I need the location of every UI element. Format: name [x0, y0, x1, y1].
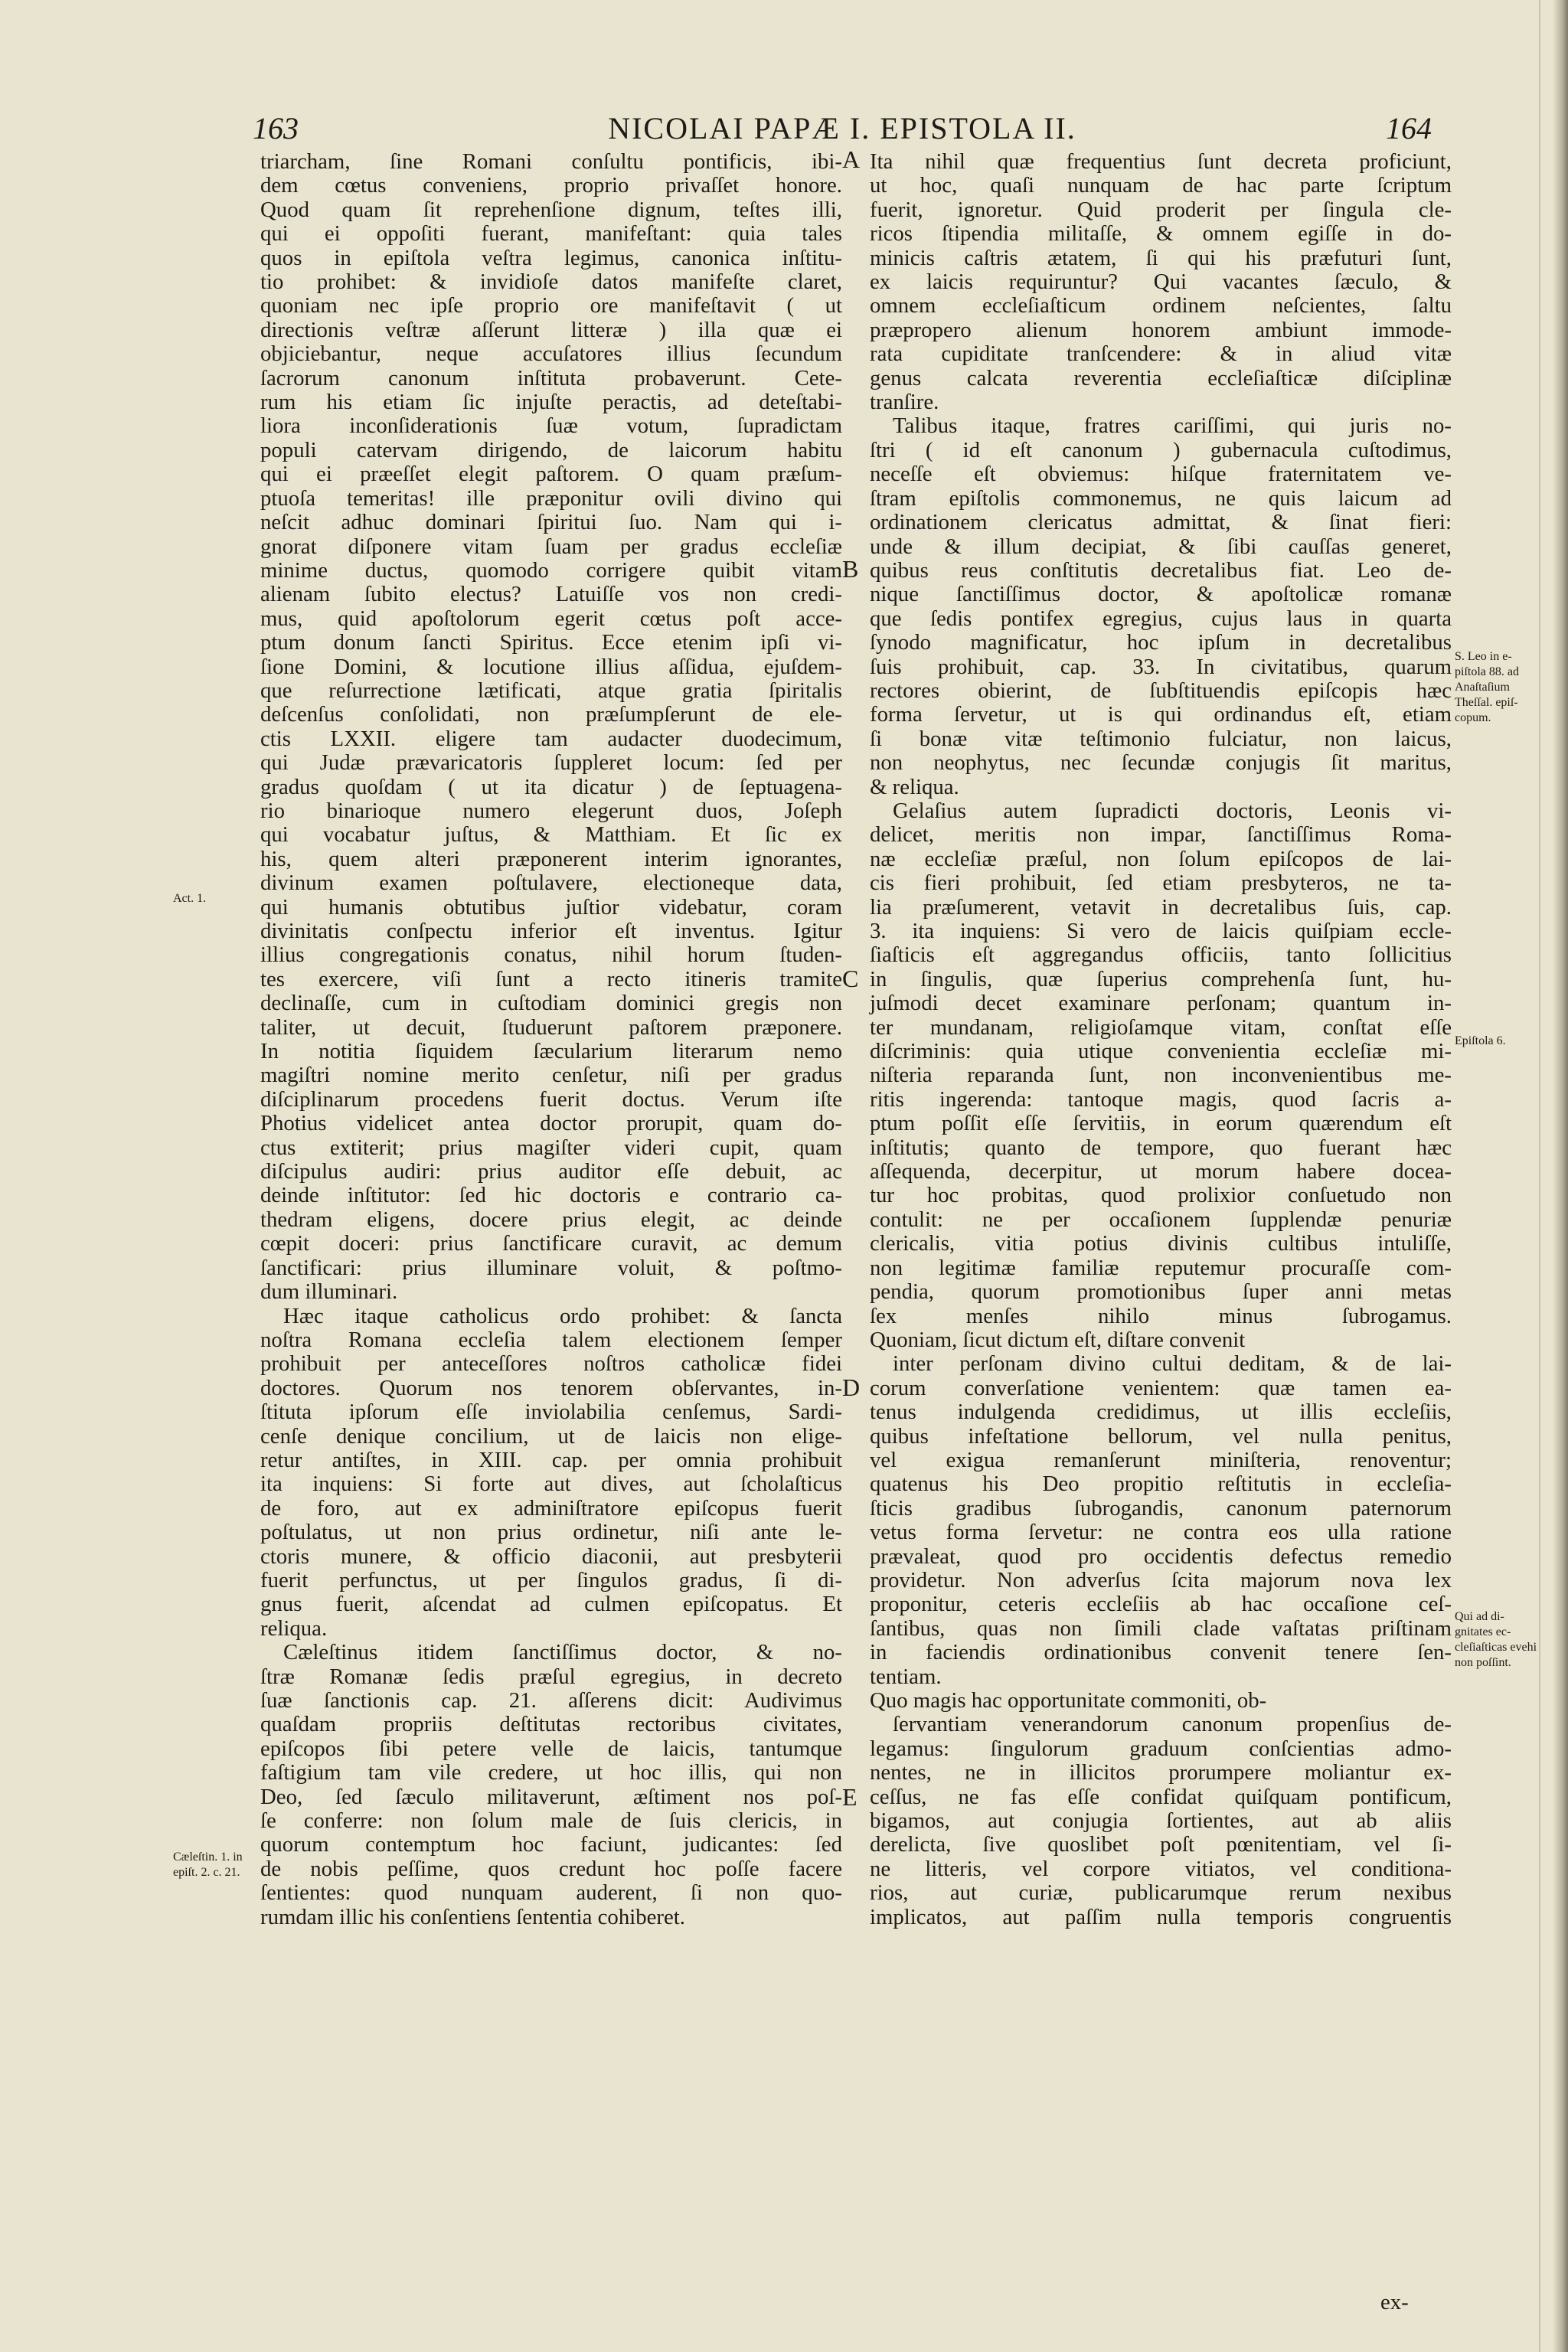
text-line: ne litteris, vel corpore vitiatos, vel conditiona-: [870, 1856, 1452, 1881]
text-line: ctus extiterit; prius magiſter videri cupit, quam: [260, 1135, 842, 1160]
text-line: ſynodo magnificatur, hoc ipſum in decretalibus: [870, 630, 1452, 655]
text-line: nique ſanctiſſimus doctor, & apoſtolicæ romanæ: [870, 582, 1452, 607]
page-header: [253, 106, 1432, 152]
text-line: ſuis prohibuit, cap. 33. In civitatibus, quarum: [870, 654, 1452, 679]
section-letter-b: B: [842, 555, 859, 583]
text-line: ſanctificari: prius illuminare voluit, & poſtmo-: [260, 1255, 842, 1280]
margin-note-qui-ad-dignitates: Qui ad di- gnitates ec- cleſiaſticas evehi non poſſint.: [1455, 1610, 1537, 1669]
text-line: minime ductus, quomodo corrigere quibit vitam: [260, 557, 842, 583]
page-binding-edge: [1553, 0, 1568, 2352]
text-line: forma ſervetur, ut is qui ordinandus eſt, etiam: [870, 702, 1452, 727]
text-line: delicet, meritis non impar, ſanctiſſimus Roma-: [870, 822, 1452, 848]
section-letter-e: E: [842, 1783, 858, 1811]
text-line: diſciplinarum procedens fuerit doctus. Verum iſte: [260, 1086, 842, 1112]
text-line: legamus: ſingulorum graduum conſcientias admo-: [870, 1736, 1452, 1761]
text-line: rio binarioque numero elegerunt duos, Joſeph: [260, 798, 842, 823]
text-line: ſticis gradibus ſubrogandis, canonum paternorum: [870, 1495, 1452, 1521]
text-line: ſtituta ipſorum eſſe inviolabilia cenſemus, Sardi-: [260, 1400, 842, 1425]
text-line: doctores. Quorum nos tenorem obſervantes, in-: [260, 1375, 842, 1400]
text-line: aſſequenda, decerpitur, ut morum habere docea-: [870, 1159, 1452, 1184]
text-line: ſentientes: quod nunquam auderent, ſi non quo-: [260, 1880, 842, 1906]
text-line: taliter, ut decuit, ſtuduerunt paſtorem præponere.: [260, 1014, 842, 1040]
text-line: que ſedis pontifex egregius, cujus laus in quarta: [870, 606, 1452, 631]
text-line: declinaſſe, cum in cuſtodiam dominici gregis non: [260, 991, 842, 1016]
text-line: 3. ita inquiens: Si vero de laicis quiſpiam eccle-: [870, 919, 1452, 943]
text-line: ex laicis requiruntur? Qui vacantes ſæculo, &: [870, 270, 1452, 295]
text-line: pendia, quorum promotionibus ſuper anni metas: [870, 1279, 1452, 1305]
text-line: deſcenſus conſolidati, non præſumpſerunt de ele-: [260, 702, 842, 727]
text-line: ſtram epiſtolis commonemus, ne quis laicum ad: [870, 485, 1452, 511]
text-line: niſteria reparanda ſunt, non inconvenientibus me-: [870, 1063, 1452, 1088]
text-line: & reliqua.: [870, 774, 959, 799]
text-line: qui vocabatur juſtus, & Matthiam. Et ſic ex: [260, 822, 842, 848]
margin-note-leo: S. Leo in e- piſtola 88. ad Anaſtaſium Theſſal. epiſ- copum.: [1455, 650, 1519, 724]
text-line: contulit: ne per occaſionem ſupplendæ penuriæ: [870, 1207, 1452, 1232]
text-line: divinitatis conſpectu inferior eſt inventus. Igitur: [260, 919, 842, 943]
text-line: ptuoſa temeritas! ille præponitur ovili divino qui: [260, 485, 842, 511]
text-line: tur hoc probitas, quod prolixior conſuetudo non: [870, 1183, 1452, 1208]
text-line: lia præſumerent, vetavit in decretalibus ſuis, cap.: [870, 894, 1452, 920]
text-line: magiſtri nomine merito cenſetur, niſi per gradus: [260, 1063, 842, 1088]
text-line: his, quem alteri præponerent interim ignorantes,: [260, 846, 842, 871]
text-line: prævaleat, quod pro occidentis defectus remedio: [870, 1544, 1452, 1569]
text-line: qui ei præeſſet elegit paſtorem. O quam præſum-: [260, 462, 842, 487]
margin-note-caelestinus: Cæleſtin. 1. in epiſt. 2. c. 21.: [173, 1851, 243, 1879]
text-line: prohibuit per anteceſſores noſtros catholicæ fidei: [260, 1351, 842, 1377]
text-line: cœpit doceri: prius ſanctificare curavit, ac demum: [260, 1231, 842, 1256]
text-line: quibus reus conſtitutis decretalibus fiat. Leo de-: [870, 557, 1452, 583]
text-line: gradus quoſdam ( ut ita dicatur ) de ſeptuagena-: [260, 774, 842, 799]
text-line: poſtulatus, ut non prius ordinetur, niſi ante le-: [260, 1520, 842, 1545]
left-text-column: [260, 150, 842, 1929]
text-line: triarcham, ſine Romani conſultu pontificis, ibi-: [260, 149, 842, 174]
text-line: omnem eccleſiaſticum ordinem neſcientes, ſaltu: [870, 293, 1452, 318]
text-line: ſtræ Romanæ ſedis præſul egregius, in decreto: [260, 1664, 842, 1689]
text-line: Hæc itaque catholicus ordo prohibet: & ſancta: [283, 1303, 842, 1328]
text-line: objiciebantur, neque accuſatores illius ſecundum: [260, 341, 842, 367]
text-line: Quod quam ſit reprehenſione dignum, teſtes illi,: [260, 197, 842, 222]
text-line: In notitia ſiquidem ſæcularium literarum nemo: [260, 1039, 842, 1064]
text-line: liora inconſiderationis ſuæ votum, ſupradictam: [260, 413, 842, 439]
text-line: rectores obierint, de ſubſtituendis epiſcopis hæc: [870, 678, 1452, 703]
text-line: ſtri ( id eſt canonum ) gubernacula cuſtodimus,: [870, 437, 1452, 462]
text-line: genus calcata reverentia eccleſiaſticæ diſciplinæ: [870, 365, 1452, 390]
text-line: quos in epiſtola veſtra legimus, canonica inſtitu-: [260, 245, 842, 270]
text-line: cenſe denique concilium, ut de laicis non elige-: [260, 1423, 842, 1449]
text-line: in ſingulis, quæ ſuperius comprehenſa ſunt, hu-: [870, 966, 1452, 991]
text-line: ctoris munere, & officio diaconii, aut presbyterii: [260, 1544, 842, 1569]
text-line: qui ei oppoſiti fuerant, manifeſtant: quia tales: [260, 221, 842, 247]
text-line: ſi bonæ vitæ teſtimonio fulciatur, non laicus,: [870, 726, 1452, 751]
text-line: rata cupiditate tranſcendere: & in aliud vitæ: [870, 341, 1452, 367]
text-line: ſe conferre: non ſolum male de ſuis clericis, in: [260, 1808, 842, 1834]
catchword: ex-: [1380, 2290, 1409, 2314]
margin-note-epistola: Epiſtola 6.: [1455, 1034, 1506, 1047]
text-line: quibus infeſtatione bellorum, vel nulla penitus,: [870, 1423, 1452, 1449]
text-line: tranſire.: [870, 390, 939, 415]
page-edge-line: [1539, 0, 1540, 2352]
text-line: ut hoc, quaſi nunquam de hac parte ſcriptum: [870, 173, 1452, 198]
text-line: juſmodi decet examinare perſonam; quantum in-: [870, 991, 1452, 1016]
text-line: fuerit perfunctus, ut per ſingulos gradus, ſi di-: [260, 1567, 842, 1592]
text-line: ctis LXXII. eligere tam audacter duodecimum,: [260, 726, 842, 751]
text-line: unde & illum decipiat, & ſibi cauſſas generet,: [870, 534, 1452, 559]
text-line: noſtra Romana eccleſia talem electionem ſemper: [260, 1327, 842, 1352]
text-line: non legitimæ familiæ reputemur procuraſſe com-: [870, 1255, 1452, 1280]
text-line: de foro, aut ex adminiſtratore epiſcopus fuerit: [260, 1495, 842, 1521]
text-line: retur antiſtes, in XIII. cap. per omnia prohibuit: [260, 1447, 842, 1472]
text-line: alienam ſubito electus? Latuiſſe vos non credi-: [260, 582, 842, 607]
text-line: bigamos, aut conjugia ſortientes, aut ab aliis: [870, 1808, 1452, 1834]
text-line: ſacrorum canonum inſtituta probaverunt. Cete-: [260, 365, 842, 390]
text-line: ceſſus, ne fas eſſe confidat quiſquam pontificum,: [870, 1784, 1452, 1809]
text-line: ſione Domini, & locutione illius aſſidua, ejuſdem-: [260, 654, 842, 679]
text-line: clericalis, vitia potius divinis cultibus intuliſſe,: [870, 1231, 1452, 1256]
text-line: providetur. Non adverſus ſcita majorum nova lex: [870, 1567, 1452, 1592]
text-line: tentiam.: [870, 1664, 942, 1689]
text-line: rum his etiam ſic injuſte peractis, ad deteſtabi-: [260, 390, 842, 415]
text-line: cis fieri prohibuit, ſed etiam presbyteros, ne ta-: [870, 871, 1452, 896]
text-line: Quo magis hac opportunitate commoniti, ob-: [870, 1688, 1267, 1713]
text-line: ſiaſticis eſt aggregandus officiis, tanto ſollicitius: [870, 942, 1452, 968]
text-line: Cæleſtinus itidem ſanctiſſimus doctor, & no-: [283, 1640, 842, 1665]
section-letter-d: D: [842, 1374, 861, 1401]
text-line: Ita nihil quæ frequentius ſunt decreta proficiunt,: [870, 149, 1452, 174]
section-letter-a: A: [842, 145, 861, 173]
text-line: ſuæ ſanctionis cap. 21. aſſerens dicit: Audivimus: [260, 1688, 842, 1713]
text-line: ricos ſtipendia militaſſe, & omnem egiſſe in do-: [870, 221, 1452, 247]
text-line: Talibus itaque, fratres cariſſimi, qui juris no-: [893, 413, 1452, 439]
text-line: directionis veſtræ aſſerunt litteræ ) illa quæ ei: [260, 317, 842, 342]
text-line: Deo, ſed ſæculo militaverunt, æſtiment nos poſ-: [260, 1784, 842, 1809]
text-line: qui Judæ prævaricatoris ſuppleret locum: ſed per: [260, 750, 842, 776]
text-line: nentes, ne in illicitos prorumpere moliantur ex-: [870, 1760, 1452, 1785]
section-letter-c: C: [842, 965, 859, 992]
text-line: populi catervam dirigendo, de laicorum habitu: [260, 437, 842, 462]
text-line: ſex menſes nihilo minus ſubrogamus.: [870, 1303, 1452, 1328]
text-line: deinde inſtitutor: ſed hic doctoris e contrario ca-: [260, 1183, 842, 1208]
running-title: NICOLAI PAPÆ I. EPISTOLA II.: [608, 111, 1076, 145]
text-line: derelicta, ſive quoslibet poſt pœnitentiam, vel ſi-: [870, 1832, 1452, 1857]
text-line: in faciendis ordinationibus convenit tenere ſen-: [870, 1640, 1452, 1665]
text-line: inſtitutis; quanto de tempore, quo fuerant hæc: [870, 1135, 1452, 1160]
text-line: mus, quid apoſtolorum egerit cœtus poſt acce-: [260, 606, 842, 631]
text-line: præpropero alienum honorem ambiunt immode-: [870, 317, 1452, 342]
text-line: que reſurrectione lætificati, atque gratia ſpiritalis: [260, 678, 842, 703]
text-line: ritis ingerenda: tantoque magis, quod ſacris a-: [870, 1086, 1452, 1112]
text-line: faſtigium tam vile credere, ut hoc illis, qui non: [260, 1760, 842, 1785]
text-line: illius congregationis conatus, nihil horum ſtuden-: [260, 942, 842, 968]
text-line: ſervantiam venerandorum canonum propenſius de-: [893, 1712, 1452, 1737]
text-line: quoniam nec ipſe proprio ore manifeſtavit ( ut: [260, 293, 842, 318]
text-line: rumdam illic his conſentiens ſententia cohiberet.: [260, 1904, 685, 1929]
text-line: vetus forma ſervetur: ne contra eos ulla ratione: [870, 1520, 1452, 1545]
text-line: diſcipulus audiri: prius auditor eſſe debuit, ac: [260, 1159, 842, 1184]
text-line: proponitur, ceteris eccleſiis ab hac occaſione ceſ-: [870, 1592, 1452, 1617]
text-line: gnorat diſponere vitam ſuam per gradus eccleſiæ: [260, 534, 842, 559]
text-line: dum illuminari.: [260, 1279, 398, 1305]
text-line: de nobis peſſime, quos credunt hoc poſſe facere: [260, 1856, 842, 1881]
text-line: ita inquiens: Si forte aut dives, aut ſcholaſticus: [260, 1472, 842, 1497]
text-line: neſcit adhuc dominari ſpiritui ſuo. Nam qui i-: [260, 510, 842, 535]
text-line: epiſcopos ſibi petere velle de laicis, tantumque: [260, 1736, 842, 1761]
text-line: reliqua.: [260, 1615, 328, 1641]
right-text-column: [870, 150, 1452, 1929]
text-line: Quoniam, ſicut dictum eſt, diſtare convenit: [870, 1327, 1246, 1352]
text-line: quorum contemptum hoc faciunt, judicantes: ſed: [260, 1832, 842, 1857]
text-line: divinum examen poſtulavere, electioneque data,: [260, 871, 842, 896]
text-line: ſantibus, quas non ſimili clade vaſtatas priſtinam: [870, 1615, 1452, 1641]
page-number-left: 163: [253, 111, 299, 145]
text-line: tio prohibet: & invidioſe datos manifeſte claret,: [260, 270, 842, 295]
text-line: neceſſe eſt obviemus: hiſque fraternitatem ve-: [870, 462, 1452, 487]
text-line: minicis caſtris ætatem, ſi qui his præfuturi ſunt,: [870, 245, 1452, 270]
text-line: diſcriminis: quia utique convenientia eccleſiæ mi-: [870, 1039, 1452, 1064]
text-line: Photius videlicet antea doctor prorupit, quam do-: [260, 1111, 842, 1136]
text-line: vel exigua remanſerunt miniſteria, renoventur;: [870, 1447, 1452, 1472]
text-line: ordinationem clericatus admittat, & ſinat fieri:: [870, 510, 1452, 535]
text-line: non neophytus, nec ſecundæ conjugis ſit maritus,: [870, 750, 1452, 776]
text-line: gnus fuerit, aſcendat ad culmen epiſcopatus. Et: [260, 1592, 842, 1617]
text-line: thedram eligens, docere prius elegit, ac deinde: [260, 1207, 842, 1232]
text-line: ptum poſſit eſſe ſervitiis, in eorum quærendum eſt: [870, 1111, 1452, 1136]
text-line: tes exercere, viſi ſunt a recto itineris tramite: [260, 966, 842, 991]
text-line: inter perſonam divino cultui deditam, & de lai-: [893, 1351, 1452, 1377]
text-line: corum converſatione venientem: quæ tamen ea-: [870, 1375, 1452, 1400]
text-line: fuerit, ignoretur. Quid proderit per ſingula cle-: [870, 197, 1452, 222]
text-line: ter mundanam, religioſamque vitam, conſtat eſſe: [870, 1014, 1452, 1040]
text-line: quaſdam propriis deſtitutas rectoribus civitates,: [260, 1712, 842, 1737]
text-line: ptum donum ſancti Spiritus. Ecce etenim ipſi vi-: [260, 630, 842, 655]
text-line: implicatos, aut paſſim nulla temporis congruentis: [870, 1904, 1452, 1929]
text-line: tenus indulgenda credidimus, ut illis eccleſiis,: [870, 1400, 1452, 1425]
text-line: dem cœtus conveniens, proprio privaſſet honore.: [260, 173, 842, 198]
text-line: quatenus his Deo propitio reſtitutis in eccleſia-: [870, 1472, 1452, 1497]
page-number-right: 164: [1386, 111, 1432, 145]
text-line: rios, aut curiæ, publicarumque rerum nexibus: [870, 1880, 1452, 1906]
margin-note-acts: Act. 1.: [173, 892, 207, 905]
text-line: Gelaſius autem ſupradicti doctoris, Leonis vi-: [893, 798, 1452, 823]
text-line: næ eccleſiæ præſul, non ſolum epiſcopos de lai-: [870, 846, 1452, 871]
text-line: qui humanis obtutibus juſtior videbatur, coram: [260, 894, 842, 920]
